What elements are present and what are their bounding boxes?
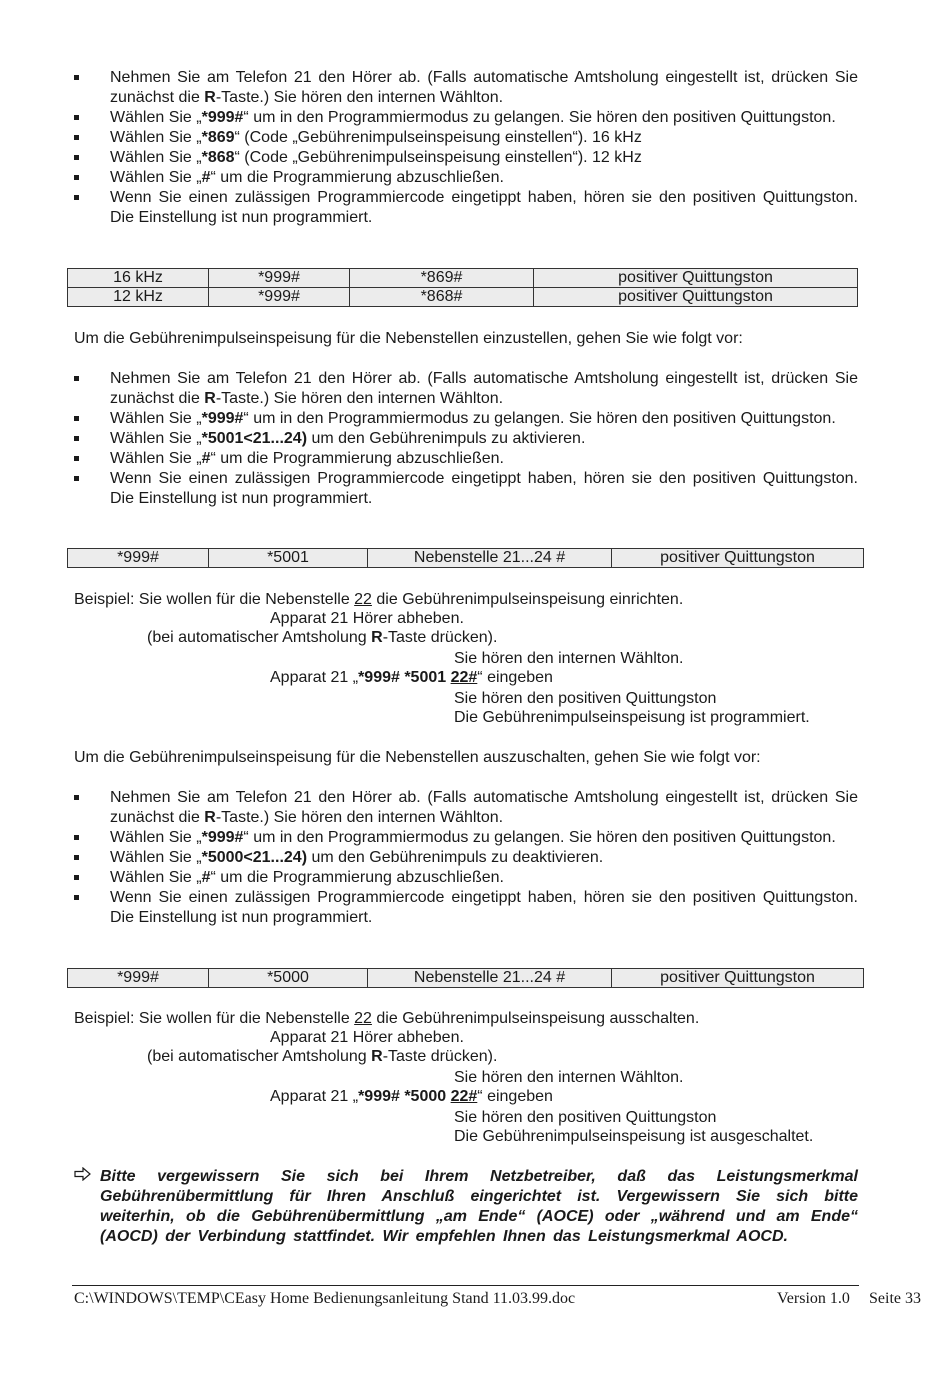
example-line: Apparat 21 Hörer abheben.: [270, 610, 464, 627]
bullet-square-icon: [74, 795, 79, 800]
footer-version: Version 1.0: [777, 1290, 850, 1307]
bullet-square-icon: [74, 835, 79, 840]
list-item: Wenn Sie einen zulässigen Programmiercode eingetippt haben, hören sie den positiven Quittungston. Die Einstellung ist nun programmiert.: [74, 888, 858, 928]
extension-deactivate-table: [67, 968, 864, 988]
bullet-square-icon: [74, 115, 79, 120]
list-item: Wenn Sie einen zulässigen Programmiercode eingetippt haben, hören sie den positiven Quittungston. Die Einstellung ist nun programmiert.: [74, 188, 858, 228]
note-text: Bitte vergewissern Sie sich bei Ihrem Netzbetreiber, daß das Leistungsmerkmal Gebührenübermittlung für Ihren Anschluß eingerichtet ist. Vergewissern Sie sich bitte weiterhin, ob die Gebührenübermittlung „am Ende“ (AOCE) oder „während und am Ende“ (AOCD) der Verbindung stattfindet. Wir empfehlen Ihnen das Leistungsmerkmal AOCD.: [100, 1168, 858, 1245]
list-item: Wählen Sie „#“ um die Programmierung abzuschließen.: [74, 449, 858, 469]
bullet-square-icon: [74, 436, 79, 441]
list-item: Wählen Sie „*5001<21...24) um den Gebührenimpuls zu aktivieren.: [74, 429, 858, 449]
list-item: Wählen Sie „*869“ (Code „Gebührenimpulseinspeisung einstellen“). 16 kHz: [74, 128, 858, 148]
bullet-square-icon: [74, 175, 79, 180]
table-cell: *869#: [350, 269, 534, 288]
bullet-square-icon: [74, 895, 79, 900]
example-line: Sie hören den positiven Quittungston: [454, 690, 717, 707]
table-cell: *868#: [350, 288, 534, 307]
list-item: Wählen Sie „*5000<21...24) um den Gebührenimpuls zu deaktivieren.: [74, 848, 858, 868]
bullet-square-icon: [74, 416, 79, 421]
section1-bullet-list: [74, 68, 858, 228]
bullet-square-icon: [74, 135, 79, 140]
bullet-square-icon: [74, 195, 79, 200]
table-cell: *999#: [68, 969, 209, 988]
section3-bullet-list: [74, 788, 858, 928]
table-row: [68, 288, 858, 307]
bullet-square-icon: [74, 456, 79, 461]
bullet-square-icon: [74, 75, 79, 80]
extension-activate-table: [67, 548, 864, 568]
table-cell: *999#: [209, 269, 350, 288]
list-item: Nehmen Sie am Telefon 21 den Hörer ab. (Falls automatische Amtsholung eingestellt ist, drücken Sie zunächst die R-Taste.) Sie hören den internen Wählton.: [74, 369, 858, 409]
footer-divider: [72, 1285, 859, 1286]
table-cell: positiver Quittungston: [612, 969, 864, 988]
example-line: Sie hören den internen Wählton.: [454, 650, 684, 667]
bullet-square-icon: [74, 875, 79, 880]
footer-page-number: Seite 33: [869, 1290, 921, 1307]
table-cell: positiver Quittungston: [612, 549, 864, 568]
list-item: Wählen Sie „*868“ (Code „Gebührenimpulseinspeisung einstellen“). 12 kHz: [74, 148, 858, 168]
list-item: Wählen Sie „*999#“ um in den Programmiermodus zu gelangen. Sie hören den positiven Quittungston.: [74, 828, 858, 848]
list-item: Wählen Sie „*999#“ um in den Programmiermodus zu gelangen. Sie hören den positiven Quittungston.: [74, 409, 858, 429]
table-cell: 12 kHz: [68, 288, 209, 307]
table-cell: *5000: [209, 969, 368, 988]
list-item: Wählen Sie „#“ um die Programmierung abzuschließen.: [74, 168, 858, 188]
table-cell: *5001: [209, 549, 368, 568]
hollow-arrow-right-icon: [74, 1167, 92, 1186]
example-line: Apparat 21 Hörer abheben.: [270, 1029, 464, 1046]
example-line: Die Gebührenimpulseinspeisung ist ausgeschaltet.: [454, 1128, 814, 1145]
list-item: Nehmen Sie am Telefon 21 den Hörer ab. (Falls automatische Amtsholung eingestellt ist, drücken Sie zunächst die R-Taste.) Sie hören den internen Wählton.: [74, 788, 858, 828]
frequency-code-table: [67, 268, 858, 307]
bullet-square-icon: [74, 376, 79, 381]
table-row: [68, 969, 864, 988]
table-cell: 16 kHz: [68, 269, 209, 288]
list-item: Nehmen Sie am Telefon 21 den Hörer ab. (Falls automatische Amtsholung eingestellt ist, drücken Sie zunächst die R-Taste.) Sie hören den internen Wählton.: [74, 68, 858, 108]
table-cell: positiver Quittungston: [534, 269, 858, 288]
table-cell: Nebenstelle 21...24 #: [368, 969, 612, 988]
example-line: Sie hören den positiven Quittungston: [454, 1109, 717, 1126]
section3-intro: Um die Gebührenimpulseinspeisung für die Nebenstellen auszuschalten, gehen Sie wie folgt vor:: [74, 749, 761, 766]
example-line: Sie hören den internen Wählton.: [454, 1069, 684, 1086]
footer-file-path: C:\WINDOWS\TEMP\CEasy Home Bedienungsanleitung Stand 11.03.99.doc: [74, 1290, 576, 1307]
example-line: (bei automatischer Amtsholung R-Taste drücken).: [147, 1048, 498, 1065]
example-line: (bei automatischer Amtsholung R-Taste drücken).: [147, 629, 498, 646]
list-item: Wählen Sie „*999#“ um in den Programmiermodus zu gelangen. Sie hören den positiven Quittungston.: [74, 108, 858, 128]
note-box: [74, 1167, 858, 1247]
table-cell: *999#: [209, 288, 350, 307]
example-line: Apparat 21 „*999# *5001 22#“ eingeben: [270, 669, 553, 686]
example-line: Die Gebührenimpulseinspeisung ist programmiert.: [454, 709, 810, 726]
list-item: Wählen Sie „#“ um die Programmierung abzuschließen.: [74, 868, 858, 888]
list-item: Wenn Sie einen zulässigen Programmiercode eingetippt haben, hören sie den positiven Quittungston. Die Einstellung ist nun programmiert.: [74, 469, 858, 509]
table-cell: Nebenstelle 21...24 #: [368, 549, 612, 568]
section2-bullet-list: [74, 369, 858, 509]
example-line: Beispiel: Sie wollen für die Nebenstelle 22 die Gebührenimpulseinspeisung einrichten.: [74, 591, 684, 608]
bullet-square-icon: [74, 855, 79, 860]
example-line: Apparat 21 „*999# *5000 22#“ eingeben: [270, 1088, 553, 1105]
table-cell: positiver Quittungston: [534, 288, 858, 307]
section2-intro: Um die Gebührenimpulseinspeisung für die Nebenstellen einzustellen, gehen Sie wie folgt vor:: [74, 330, 743, 347]
bullet-square-icon: [74, 155, 79, 160]
bullet-square-icon: [74, 476, 79, 481]
example-line: Beispiel: Sie wollen für die Nebenstelle 22 die Gebührenimpulseinspeisung ausschalten.: [74, 1010, 700, 1027]
table-row: [68, 269, 858, 288]
table-cell: *999#: [68, 549, 209, 568]
table-row: [68, 549, 864, 568]
